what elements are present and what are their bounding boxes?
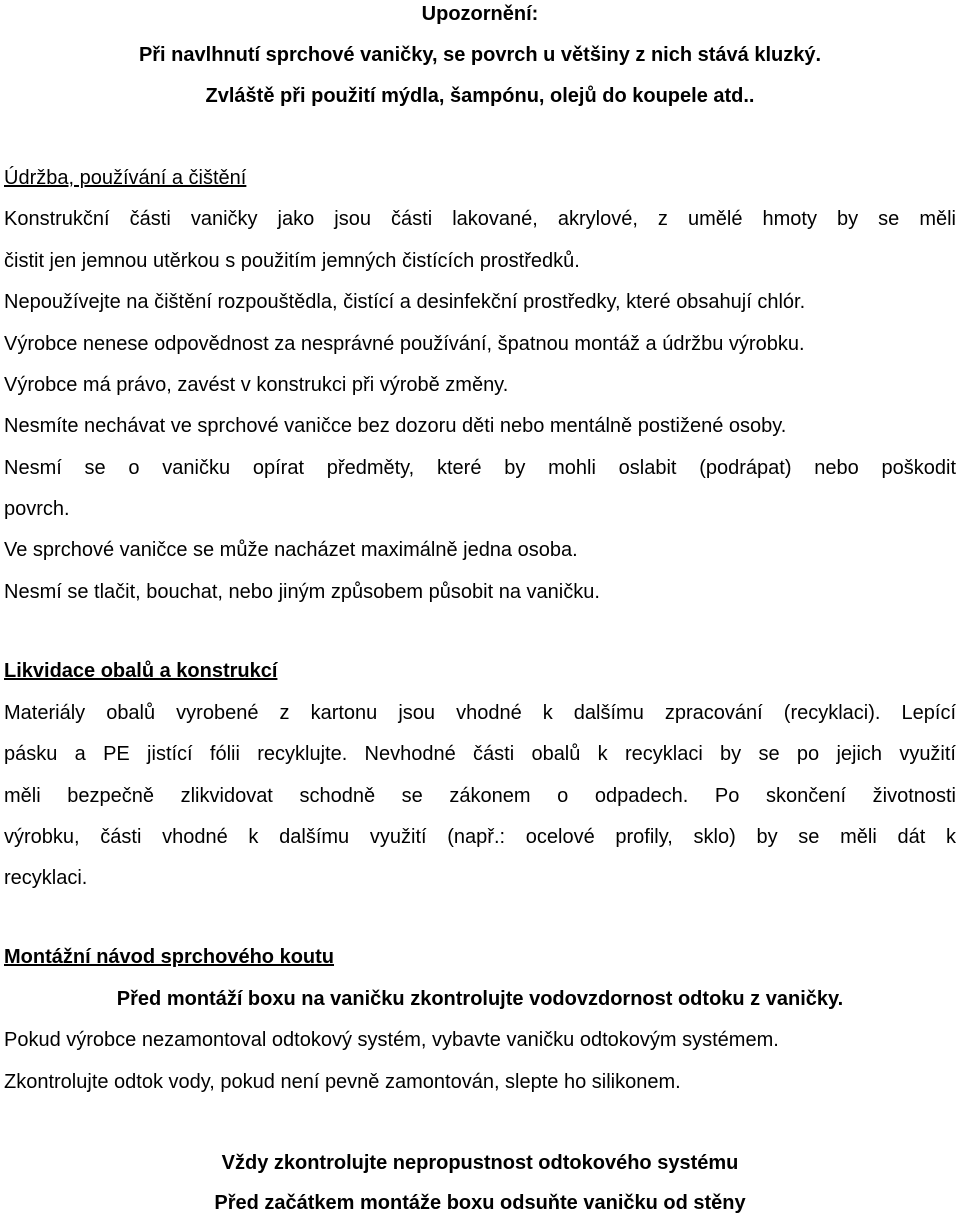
maintenance-line: Nesmíte nechávat ve sprchové vaničce bez dozoru děti nebo mentálně postižené osoby. xyxy=(4,415,787,437)
maintenance-line: Výrobce nenese odpovědnost za nesprávné používání, špatnou montáž a údržbu výrobku. xyxy=(4,333,805,355)
maintenance-line: Konstrukční části vaničky jako jsou části lakované, akrylové, z umělé hmoty by se měli xyxy=(4,208,956,230)
assembly-line: Pokud výrobce nezamontoval odtokový systém, vybavte vaničku odtokovým systémem. xyxy=(4,1029,779,1051)
warning-line-2: Zvláště při použití mýdla, šampónu, olejů do koupele atd.. xyxy=(205,85,755,107)
maintenance-heading: Údržba, používání a čištění xyxy=(4,167,247,189)
warning-line-1: Při navlhnutí sprchové vaničky, se povrch u většiny z nich stává kluzký. xyxy=(138,44,822,66)
disposal-line: recyklaci. xyxy=(4,867,88,889)
warning-heading: Upozornění: xyxy=(421,3,539,25)
disposal-heading: Likvidace obalů a konstrukcí xyxy=(4,660,278,682)
disposal-line: pásku a PE jistící fólii recyklujte. Nevhodné části obalů k recyklaci by se po jejich využití xyxy=(4,743,956,765)
maintenance-line: Ve sprchové vaničce se může nacházet maximálně jedna osoba. xyxy=(4,539,578,561)
maintenance-line: čistit jen jemnou utěrkou s použitím jemných čistících prostředků. xyxy=(4,250,580,272)
assembly-subheading: Před montáží boxu na vaničku zkontrolujte vodovzdornost odtoku z vaničky. xyxy=(116,988,844,1010)
assembly-note-1: Vždy zkontrolujte nepropustnost odtokového systému xyxy=(221,1152,739,1174)
assembly-line: Zkontrolujte odtok vody, pokud není pevně zamontován, slepte ho silikonem. xyxy=(4,1071,681,1093)
maintenance-line: Výrobce má právo, zavést v konstrukci při výrobě změny. xyxy=(4,374,509,396)
assembly-note-2: Před začátkem montáže boxu odsuňte vaničku od stěny xyxy=(214,1192,746,1214)
maintenance-line: Nesmí se tlačit, bouchat, nebo jiným způsobem působit na vaničku. xyxy=(4,581,600,603)
disposal-line: Materiály obalů vyrobené z kartonu jsou vhodné k dalšímu zpracování (recyklaci). Lepící xyxy=(4,702,956,724)
maintenance-line: Nesmí se o vaničku opírat předměty, které by mohli oslabit (podrápat) nebo poškodit xyxy=(4,457,956,479)
assembly-heading: Montážní návod sprchového koutu xyxy=(4,946,335,968)
maintenance-line: Nepoužívejte na čištění rozpouštědla, čistící a desinfekční prostředky, které obsahují chlór. xyxy=(4,291,806,313)
maintenance-line: povrch. xyxy=(4,498,70,520)
disposal-line: výrobku, části vhodné k dalšímu využití (např.: ocelové profily, sklo) by se měli dát k xyxy=(4,826,956,848)
disposal-line: měli bezpečně zlikvidovat schodně se zákonem o odpadech. Po skončení životnosti xyxy=(4,785,956,807)
